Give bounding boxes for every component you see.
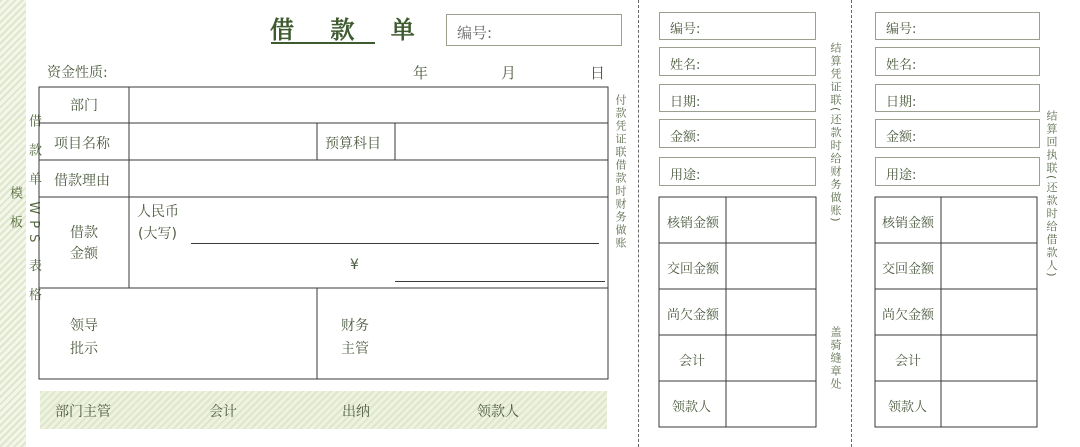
stub1-name-label: 姓名:	[670, 58, 701, 73]
stub1-purpose-field[interactable]	[659, 157, 816, 186]
stub2-name-label: 姓名:	[886, 58, 917, 73]
project-name-label: 项目名称	[54, 136, 110, 152]
project-name-input[interactable]	[131, 126, 315, 159]
stub2-purpose-label: 用途:	[886, 168, 917, 183]
stub2-number-label: 编号:	[886, 22, 917, 37]
leader-approval-area[interactable]	[131, 290, 315, 378]
department-label: 部门	[70, 98, 98, 114]
fund-nature-label: 资金性质:	[47, 65, 108, 81]
stub2-returned-label: 交回金额	[882, 262, 935, 277]
stub1-number-label: 编号:	[670, 22, 701, 37]
stub2-writeoff-label: 核销金额	[882, 216, 935, 231]
loan-amount-label-2: 金额	[70, 246, 98, 262]
stub2-owed-label: 尚欠金额	[882, 308, 935, 323]
footer-cashier: 出纳	[342, 404, 370, 420]
yen-amount-line[interactable]	[395, 281, 605, 282]
stub1-date-label: 日期:	[670, 95, 701, 110]
department-input[interactable]	[131, 89, 607, 122]
loan-reason-label: 借款理由	[54, 173, 110, 189]
footer-accountant: 会计	[209, 404, 237, 420]
stub2-accountant-label: 会计	[895, 354, 922, 369]
number-field[interactable]	[446, 14, 622, 46]
signature-footer	[40, 391, 607, 429]
stub2-name-field[interactable]	[875, 47, 1040, 76]
stub1-number-field[interactable]	[659, 12, 816, 40]
date-day: 日	[590, 64, 606, 82]
rmb-label-1: 人民币	[137, 204, 179, 220]
stub1-borrower-label: 领款人	[672, 400, 712, 415]
rmb-capital-line[interactable]	[191, 243, 599, 244]
rmb-label-2: (大写)	[138, 226, 177, 242]
loan-reason-input[interactable]	[131, 163, 607, 196]
finance-label-1: 财务	[341, 318, 369, 334]
leader-label-2: 批示	[70, 341, 98, 357]
stub2-number-field[interactable]	[875, 12, 1040, 40]
title-underline	[271, 42, 375, 44]
stub2-borrower-label: 领款人	[888, 400, 928, 415]
perforation-line-2	[851, 0, 852, 447]
page-title: 借 款 单	[270, 16, 429, 44]
stub1-amount-field[interactable]	[659, 119, 816, 148]
settlement-voucher-label: 结算凭证联(还款时给财务做账)	[829, 42, 842, 224]
budget-subject-label: 预算科目	[325, 136, 381, 152]
receipt-voucher-label: 结算回执联(还款时给借款人)	[1045, 110, 1058, 279]
yen-symbol: ¥	[350, 257, 359, 273]
stub2-date-label: 日期:	[886, 95, 917, 110]
number-label: 编号:	[457, 24, 493, 42]
stub1-returned-label: 交回金额	[667, 262, 720, 277]
stub1-accountant-label: 会计	[679, 354, 706, 369]
stub2-purpose-field[interactable]	[875, 157, 1040, 186]
stub1-purpose-label: 用途:	[670, 168, 701, 183]
stub1-owed-label: 尚欠金额	[667, 308, 720, 323]
footer-borrower: 领款人	[477, 404, 519, 420]
date-year: 年	[413, 64, 429, 82]
stub2-amount-label: 金额:	[886, 130, 917, 145]
leader-label-1: 领导	[70, 318, 98, 334]
stub1-date-field[interactable]	[659, 84, 816, 112]
date-month: 月	[501, 64, 517, 82]
loan-amount-label-1: 借款	[70, 225, 98, 241]
stub1-writeoff-label: 核销金额	[667, 216, 720, 231]
footer-dept-head: 部门主管	[55, 404, 111, 420]
finance-label-2: 主管	[341, 341, 369, 357]
budget-subject-input[interactable]	[397, 126, 607, 159]
stub1-name-field[interactable]	[659, 47, 816, 76]
side-strip-text: 借 款 单 WPS 表 格 模 板	[7, 113, 41, 307]
seal-area-label: 盖骑缝章处	[829, 326, 842, 391]
perforation-line-1	[638, 0, 639, 447]
finance-approval-area[interactable]	[390, 290, 606, 378]
stub2-date-field[interactable]	[875, 84, 1040, 112]
stub2-amount-field[interactable]	[875, 119, 1040, 148]
stub1-amount-label: 金额:	[670, 130, 701, 145]
payment-voucher-label: 付款凭证联借款时财务做账	[614, 94, 627, 250]
